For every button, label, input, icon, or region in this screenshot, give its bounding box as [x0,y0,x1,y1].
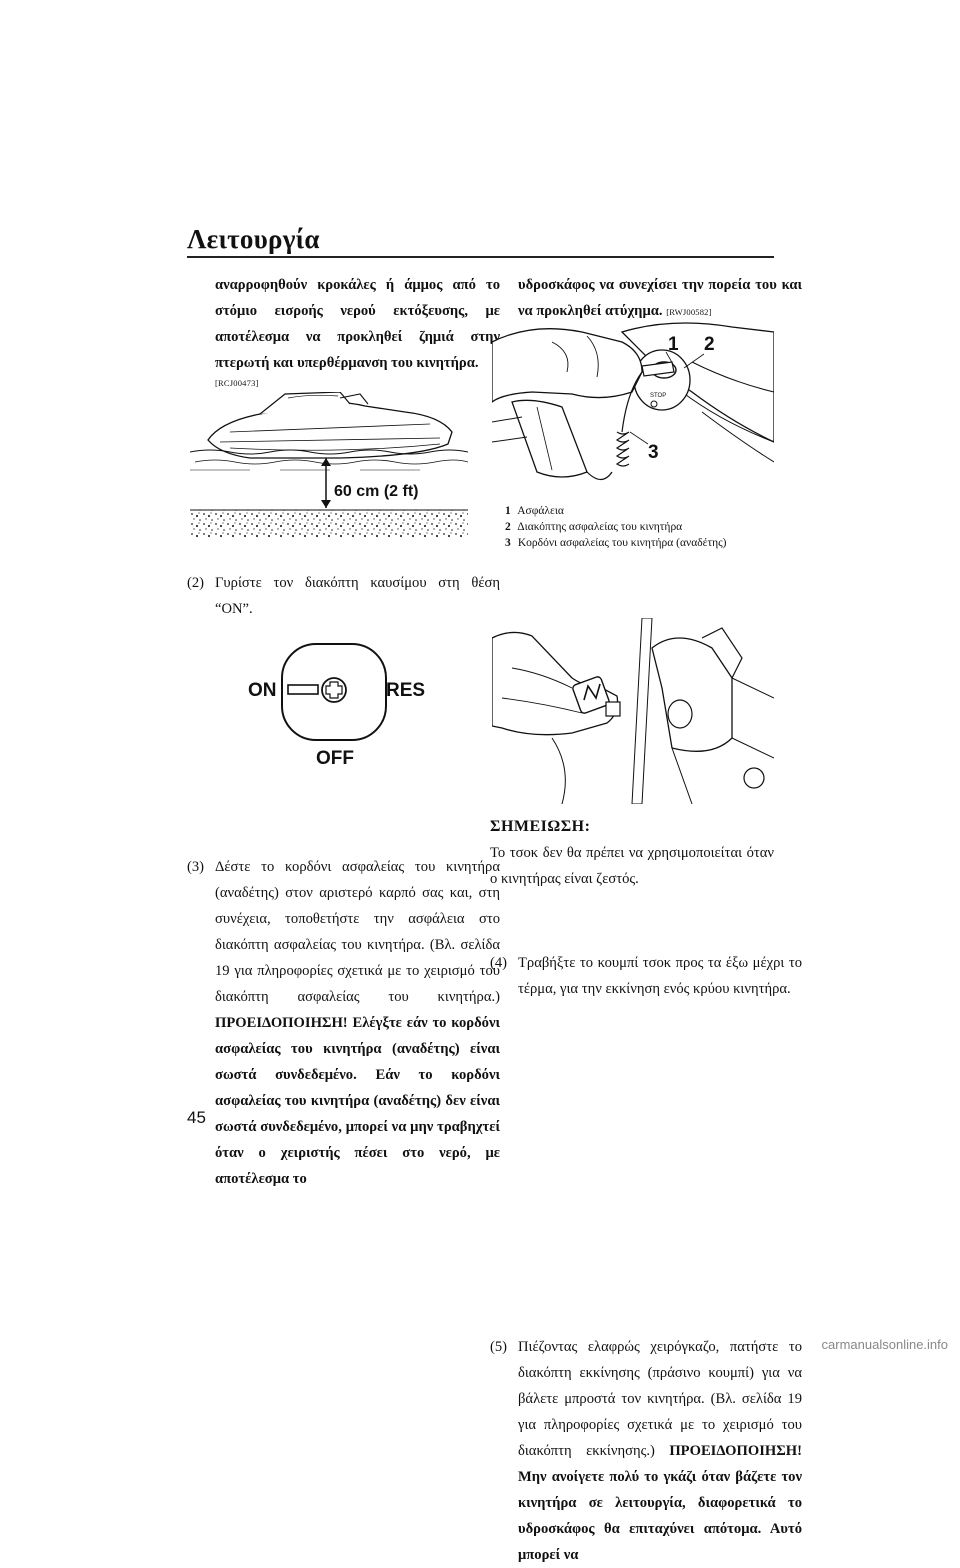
watermark: carmanualsonline.info [821,1337,948,1352]
right-warning-continuation [490,272,802,325]
fuel-res-label: RES [386,680,426,701]
step-5-text: Πιέζοντας ελαφρώς χειρόγκαζο, πατήστε το διακόπτη εκκίνησης (πράσινο κουμπί) για να βάλετε μπροστά τον κινητήρα. (Βλ. σελίδα 19 για πληροφορίες σχετικά με το χειρισμό του διακόπτη εκκίνησης.) [518,1339,802,1459]
depth-label: 60 cm (2 ft) [334,483,419,500]
caption-2: 2 Διακόπτης ασφαλείας του κινητήρα [505,521,683,533]
step-3-text: Δέστε το κορδόνι ασφαλείας του κινητήρα (αναδέτης) στον αριστερό καρπό σας και, στη συνέχεια, τοποθετήστε την ασφάλεια στο διακόπτη ασφαλείας του κινητήρα. (Βλ. σελίδα 19 για πληροφορίες σχετικά με το χειρισμό του διακόπτη ασφαλείας του κινητήρα.) [215,859,500,1005]
step-2-number: (2) [187,575,205,591]
note-text: Το τσοκ δεν θα πρέπει να χρησιμοποιείται όταν ο κινητήρας είναι ζεστός. [490,845,774,887]
left-warning-continuation [187,272,500,376]
caption-1: 1 Ασφάλεια [505,505,564,517]
step-4-text: Τραβήξτε το κουμπί τσοκ προς τα έξω μέχρι το τέρμα, για την εκκίνηση ενός κρύου κινητήρα. [518,955,802,997]
header-rule [187,256,774,258]
figure-captions [505,503,775,551]
step-5-number: (5) [490,1339,508,1355]
note-title: ΣΗΜΕΙΩΣΗ: [490,818,591,835]
right-warning-code: [RWJ00582] [666,307,712,317]
step-5 [490,1334,802,1568]
fuel-on-label: ON [248,680,277,701]
left-warning-code: [RCJ00473] [215,378,259,388]
step-3-warning: ΠΡΟΕΙΔΟΠΟΙΗΣΗ! Ελέγξτε εάν το κορδόνι ασφαλείας του κινητήρα (αναδέτης) είναι σωστά συνδεδεμένο. Εάν το κορδόνι ασφαλείας του κινητήρα (αναδέτης) δεν είναι σωστά συνδεδεμένο, μπορεί να μην τραβηχτεί όταν ο χειριστής πέσει στο νερό, με αποτέλεσμα το [215,1015,500,1187]
lanyard-figure [492,322,774,500]
stop-label: STOP [650,393,667,399]
step-3 [187,854,500,1192]
watercraft-depth-figure [190,392,468,540]
step-5-warning: ΠΡΟΕΙΔΟΠΟΙΗΣΗ! Μην ανοίγετε πολύ το γκάζι όταν βάζετε τον κινητήρα σε λειτουργία, διαφορετικά το υδροσκάφος θα επιταχύνει απότομα. Αυτό μπορεί να [518,1443,802,1563]
step-4-number: (4) [490,955,508,971]
step-2-text: Γυρίστε τον διακόπτη καυσίμου στη θέση “ON”. [215,575,500,617]
page-number: 45 [187,1108,206,1127]
step-3-number: (3) [187,859,205,875]
step-2 [187,570,500,622]
callout-3: 3 [648,442,659,463]
step-4 [490,950,802,1002]
page-header-title: Λειτουργία [187,224,320,254]
right-warning-text: υδροσκάφος να συνεχίσει την πορεία του και να προκληθεί ατύχημα. [518,277,802,319]
left-warning-text: αναρροφηθούν κροκάλες ή άμμος από το στόμιο εισροής νερού εκτόξευσης, με αποτέλεσμα να προκληθεί ζημιά στην πτερωτή και υπερθέρμανση του κινητήρα. [215,277,500,371]
callout-2: 2 [704,334,715,355]
fuel-off-label: OFF [316,748,354,769]
caption-3: 3 Κορδόνι ασφαλείας του κινητήρα (αναδέτης) [505,537,727,549]
fuel-cock-figure [240,640,430,770]
callout-1: 1 [668,334,679,355]
choke-figure [492,618,774,804]
